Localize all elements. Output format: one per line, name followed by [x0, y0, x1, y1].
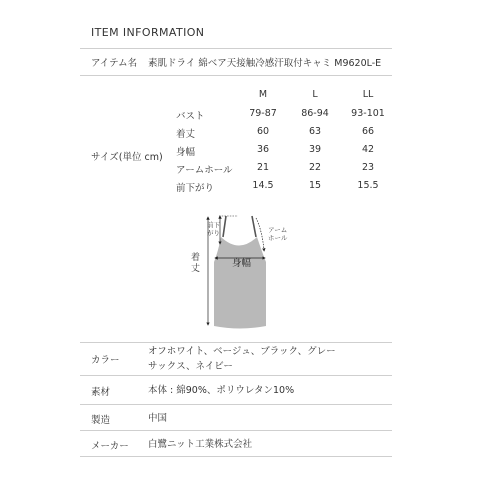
color-label: カラー: [91, 355, 120, 366]
divider: [80, 430, 392, 431]
size-row: [0, 144, 480, 159]
front-drop-label: 前下 がり: [207, 221, 220, 237]
divider: [80, 404, 392, 405]
size-row: [0, 162, 480, 177]
width-label: 身幅: [232, 258, 252, 269]
size-row: [0, 126, 480, 141]
color-value: オフホワイト、ベージュ、ブラック、グレー サックス、ネイビー: [148, 346, 336, 372]
divider: [80, 48, 392, 49]
size-cell: 21: [256, 162, 270, 173]
divider: [80, 456, 392, 457]
item-name-value: 素肌ドライ 綿ベア天接触冷感汗取付キャミ M9620L-E: [148, 58, 382, 69]
section-title: ITEM INFORMATION: [91, 26, 205, 39]
size-cell: 93-101: [351, 108, 385, 119]
size-row: [0, 180, 480, 195]
size-row-label: アームホール: [176, 165, 233, 176]
size-header-row: [0, 89, 480, 104]
strap-left: [223, 216, 226, 237]
divider: [80, 75, 392, 76]
item-name-label: アイテム名: [91, 58, 138, 69]
size-col-ll: LL: [362, 89, 374, 100]
armhole-label: アーム ホール: [268, 226, 288, 242]
size-cell: 15.5: [357, 180, 379, 191]
size-row-label: 身幅: [176, 147, 196, 158]
size-label: サイズ(単位 cm): [91, 152, 163, 163]
strap-right: [252, 216, 256, 237]
size-row-label: 着丈: [176, 129, 196, 140]
size-cell: 15: [308, 180, 322, 191]
length-label: 着 丈: [191, 253, 201, 274]
garment-body: [214, 237, 266, 329]
size-cell: 14.5: [252, 180, 274, 191]
size-cell: 86-94: [301, 108, 329, 119]
material-label: 素材: [91, 387, 111, 398]
divider: [80, 342, 392, 343]
origin-value: 中国: [148, 413, 168, 424]
size-cell: 39: [308, 144, 322, 155]
material-value: 本体 : 綿90%、ポリウレタン10%: [148, 385, 295, 396]
size-row-label: 前下がり: [176, 183, 215, 194]
divider: [80, 375, 392, 376]
maker-value: 白鷺ニット工業株式会社: [148, 439, 253, 450]
size-cell: 60: [256, 126, 270, 137]
size-cell: 22: [308, 162, 322, 173]
origin-label: 製造: [91, 415, 111, 426]
size-col-l: L: [312, 89, 318, 100]
size-cell: 23: [361, 162, 375, 173]
size-row-label: バスト: [176, 111, 205, 122]
size-cell: 66: [361, 126, 375, 137]
size-cell: 63: [308, 126, 322, 137]
size-col-m: M: [258, 89, 268, 100]
size-row: [0, 108, 480, 123]
size-cell: 79-87: [249, 108, 277, 119]
size-cell: 36: [256, 144, 270, 155]
maker-label: メーカー: [91, 441, 129, 452]
size-cell: 42: [361, 144, 375, 155]
